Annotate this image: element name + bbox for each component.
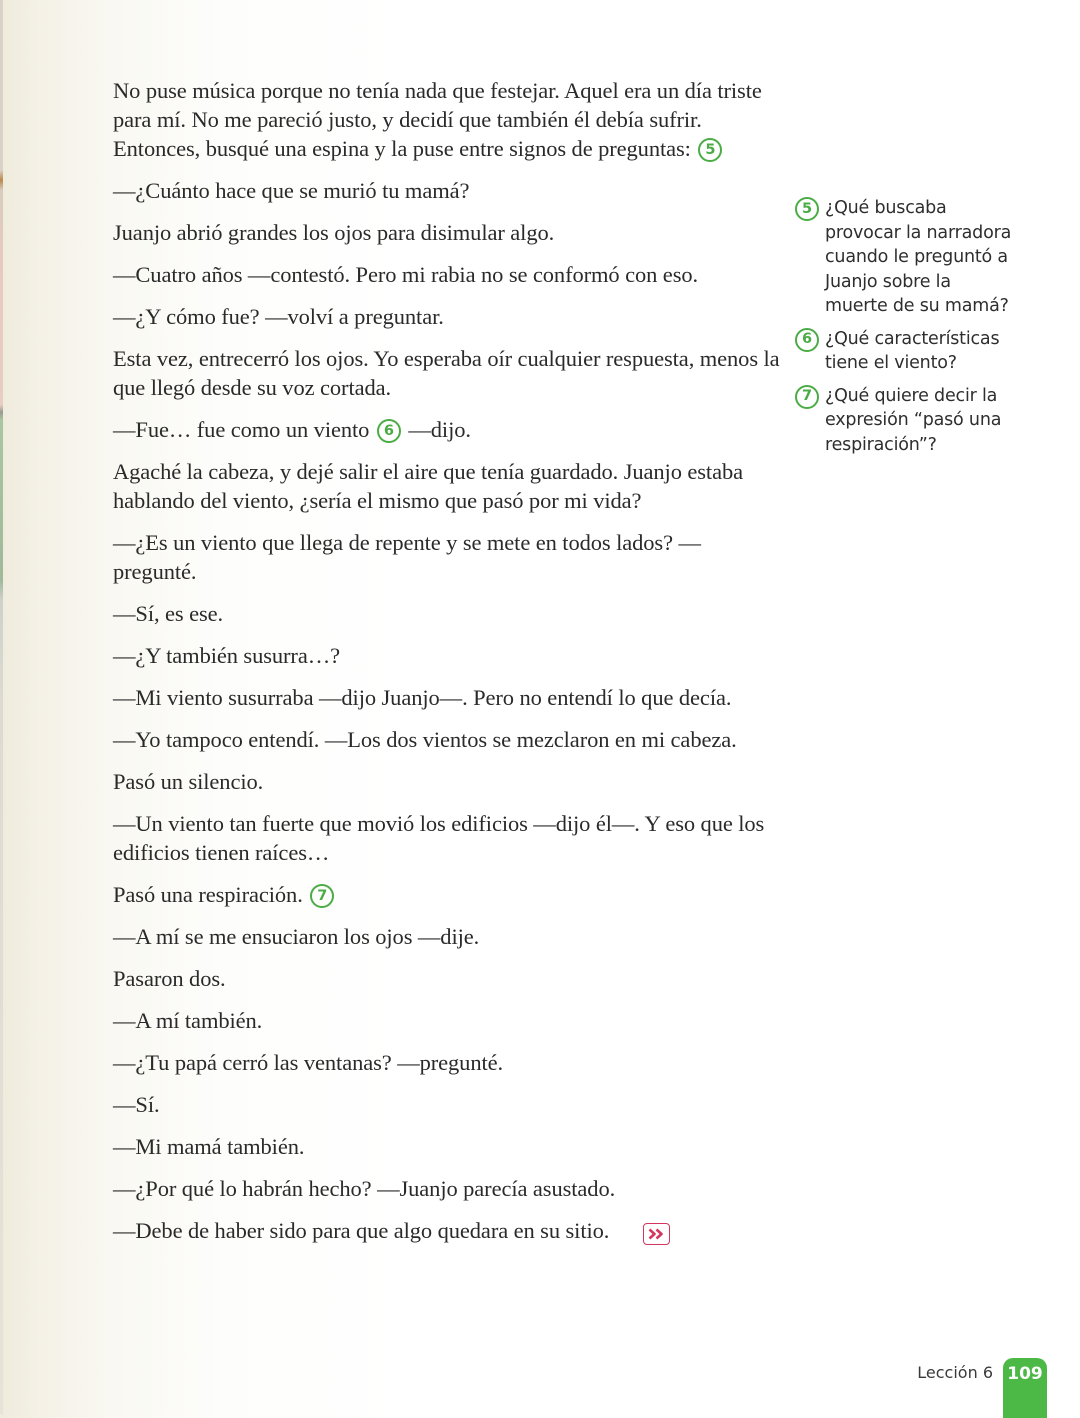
story-paragraph: Pasaron dos. xyxy=(113,966,226,991)
question-number-icon: 7 xyxy=(795,385,819,409)
story-paragraph: —Debe de haber sido para que algo quedara en su sitio. xyxy=(113,1216,783,1245)
story-paragraph: —¿Y cómo fue? —volví a preguntar. xyxy=(113,304,444,329)
story-paragraph: Agaché la cabeza, y dejé salir el aire que tenía guardado. Juanjo estaba hablando del viento, ¿sería el mismo que pasó por mi vida? xyxy=(113,459,743,513)
story-paragraph: —Fue… fue como un viento 6 —dijo. xyxy=(113,417,471,442)
story-paragraph: —Yo tampoco entendí. —Los dos vientos se mezclaron en mi cabeza. xyxy=(113,727,737,752)
story-paragraph: Pasó una respiración. 7 xyxy=(113,880,783,909)
side-questions xyxy=(795,196,1015,465)
question-text: ¿Qué buscaba provocar la narradora cuando le preguntó a Juanjo sobre la muerte de su mamá? xyxy=(825,198,1012,316)
story-paragraph: Juanjo abrió grandes los ojos para disimular algo. xyxy=(113,220,555,245)
question-text: ¿Qué características tiene el viento? xyxy=(825,328,1000,373)
page-edge-binding xyxy=(0,0,3,1414)
story-paragraph: —¿Cuánto hace que se murió tu mamá? xyxy=(113,178,470,203)
question-marker-7: 7 xyxy=(310,884,334,908)
question-marker-6: 6 xyxy=(377,419,401,443)
story-text xyxy=(113,76,783,1258)
story-paragraph: —Cuatro años —contestó. Pero mi rabia no se conformó con eso. xyxy=(113,262,699,287)
story-paragraph: —¿Por qué lo habrán hecho? —Juanjo parecía asustado. xyxy=(113,1176,616,1201)
question-text: ¿Qué quiere decir la expresión “pasó una respiración”? xyxy=(825,385,1002,455)
lesson-label: Lección 6 xyxy=(917,1363,993,1382)
story-paragraph: —¿Tu papá cerró las ventanas? —pregunté. xyxy=(113,1050,504,1075)
side-question-5 xyxy=(795,196,1015,319)
story-paragraph: —¿Y también susurra…? xyxy=(113,643,340,668)
story-paragraph: —A mí se me ensuciaron los ojos —dije. xyxy=(113,924,480,949)
story-paragraph: No puse música porque no tenía nada que festejar. Aquel era un día triste para mí. No me pareció justo, y decidí que también él debía sufrir. Entonces, busqué una espina y la puse entre signos de preguntas: 5 xyxy=(113,78,762,161)
question-number-icon: 6 xyxy=(795,328,819,352)
story-paragraph: —Mi mamá también. xyxy=(113,1134,305,1159)
page-number-tab: 109 xyxy=(1003,1358,1047,1418)
side-question-7 xyxy=(795,384,1015,458)
story-paragraph: —A mí también. xyxy=(113,1008,263,1033)
story-paragraph: —Mi viento susurraba —dijo Juanjo—. Pero no entendí lo que decía. xyxy=(113,685,732,710)
double-chevron-right-icon xyxy=(648,1228,664,1240)
question-number-icon: 5 xyxy=(795,197,819,221)
side-question-6 xyxy=(795,327,1015,376)
next-page-icon[interactable] xyxy=(643,1223,670,1245)
story-paragraph: Esta vez, entrecerró los ojos. Yo esperaba oír cualquier respuesta, menos la que llegó desde su voz cortada. xyxy=(113,346,780,400)
story-paragraph: —Sí. xyxy=(113,1092,160,1117)
question-marker-5: 5 xyxy=(698,138,722,162)
story-paragraph: —Sí, es ese. xyxy=(113,601,224,626)
story-paragraph: Pasó un silencio. xyxy=(113,769,264,794)
story-paragraph: —Un viento tan fuerte que movió los edificios —dijo él—. Y eso que los edificios tienen raíces… xyxy=(113,811,765,865)
story-paragraph: —¿Es un viento que llega de repente y se mete en todos lados? —pregunté. xyxy=(113,530,701,584)
